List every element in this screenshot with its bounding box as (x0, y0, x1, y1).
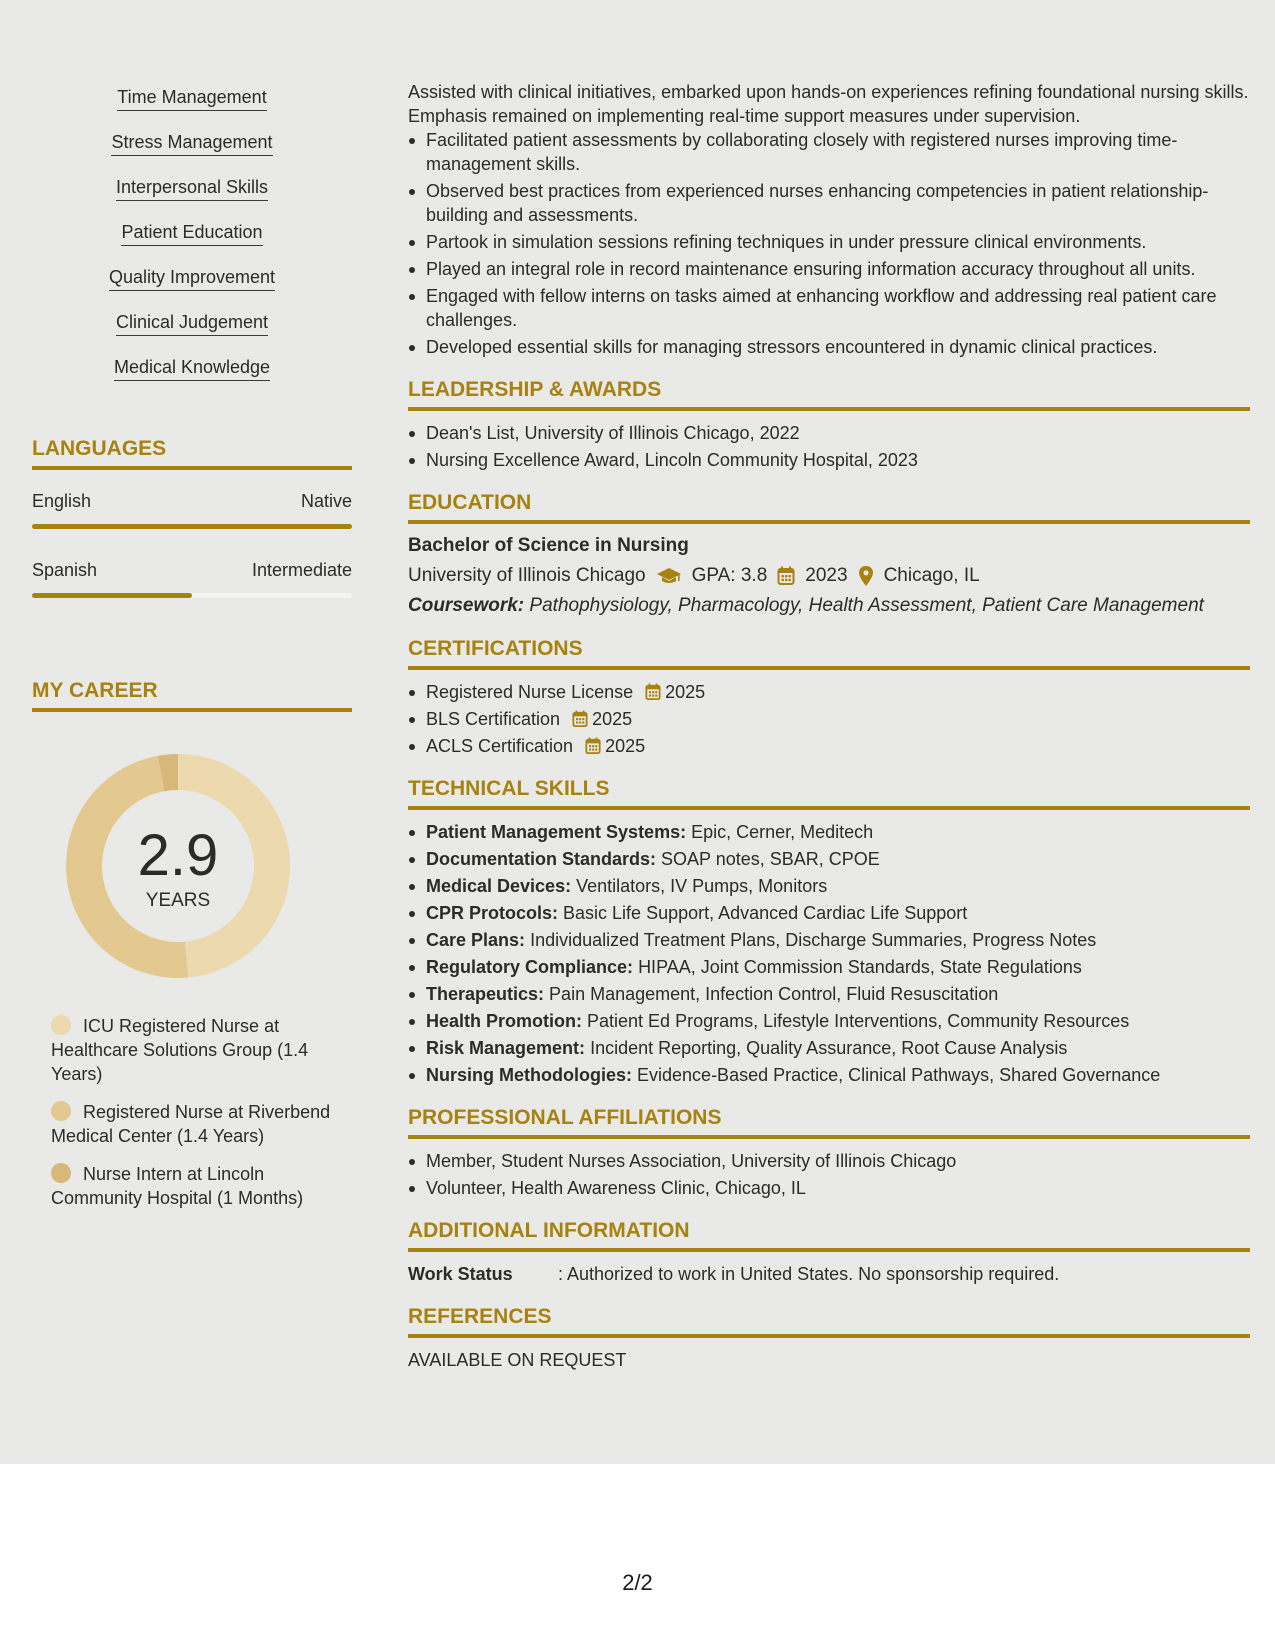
leadership-section (408, 377, 1250, 472)
list-item: Partook in simulation sessions refining techniques in under pressure clinical environments. (408, 230, 1250, 254)
certification-name: ACLS Certification (426, 736, 574, 756)
list-item: Played an integral role in record maintenance ensuring information accuracy throughout all units. (408, 257, 1250, 281)
section-title: TECHNICAL SKILLS (408, 777, 610, 800)
list-item: Engaged with fellow interns on tasks aimed at enhancing workflow and addressing real patient care challenges. (408, 284, 1250, 332)
career-total-years: 2.9 (137, 823, 219, 888)
work-status-label: Work Status (408, 1264, 513, 1284)
section-title: ADDITIONAL INFORMATION (408, 1219, 690, 1242)
section-title: EDUCATION (408, 491, 532, 514)
education-section (408, 490, 1250, 618)
section-title: LEADERSHIP & AWARDS (408, 378, 662, 401)
list-item: Dean's List, University of Illinois Chicago, 2022 (408, 421, 1250, 445)
career-legend-item: Registered Nurse at Riverbend Medical Center (1.4 Years) (51, 1102, 331, 1146)
main-content (408, 80, 1250, 1372)
skill-item: Interpersonal Skills (32, 176, 352, 221)
coursework (408, 594, 1250, 618)
graduation-cap-icon (656, 566, 682, 586)
calendar-icon (585, 737, 601, 755)
list-item: Nursing Methodologies: Evidence-Based Practice, Clinical Pathways, Shared Governance (408, 1063, 1250, 1087)
list-item (408, 734, 1250, 758)
certification-name: Registered Nurse License (426, 682, 634, 702)
list-item: Therapeutics: Pain Management, Infection Control, Fluid Resuscitation (408, 982, 1250, 1006)
certification-year: 2025 (592, 709, 633, 729)
soft-skills-list (32, 86, 352, 401)
skill-item: Clinical Judgement (32, 311, 352, 356)
career-total-unit: YEARS (145, 890, 211, 911)
section-divider (408, 1135, 1250, 1139)
list-item: Patient Management Systems: Epic, Cerner, Meditech (408, 820, 1250, 844)
section-divider (408, 1248, 1250, 1252)
section-divider (32, 466, 352, 470)
section-title: REFERENCES (408, 1305, 552, 1328)
list-item: Risk Management: Incident Reporting, Quality Assurance, Root Cause Analysis (408, 1036, 1250, 1060)
career-legend (51, 1014, 331, 1224)
languages-title: LANGUAGES (32, 437, 167, 460)
map-pin-icon (858, 565, 874, 587)
certifications-section (408, 636, 1250, 758)
list-item: Nursing Excellence Award, Lincoln Community Hospital, 2023 (408, 448, 1250, 472)
language-name: English (32, 491, 92, 511)
affiliations-section (408, 1105, 1250, 1200)
section-divider (408, 806, 1250, 810)
section-title: PROFESSIONAL AFFILIATIONS (408, 1106, 722, 1129)
list-item: Observed best practices from experienced nurses enhancing competencies in patient relationship-building and assessments. (408, 179, 1250, 227)
section-divider (32, 708, 352, 712)
language-proficiency-fill (32, 593, 192, 598)
school-name: University of Illinois Chicago (408, 565, 646, 586)
language-proficiency-bar (32, 524, 352, 529)
calendar-icon (777, 566, 795, 586)
coursework-list: Pathophysiology, Pharmacology, Health Assessment, Patient Care Management (529, 595, 1204, 616)
section-title: CERTIFICATIONS (408, 637, 583, 660)
section-divider (408, 520, 1250, 524)
legend-dot (51, 1163, 71, 1183)
calendar-icon (645, 683, 661, 701)
technical-skills-section (408, 776, 1250, 1087)
career-donut-chart (66, 754, 290, 978)
coursework-label: Coursework: (408, 595, 525, 616)
list-item: Member, Student Nurses Association, University of Illinois Chicago (408, 1149, 1250, 1173)
language-proficiency-bar (32, 593, 352, 598)
graduation-year: 2023 (805, 565, 848, 586)
skill-item: Time Management (32, 86, 352, 131)
languages-section (32, 436, 352, 598)
career-legend-item: Nurse Intern at Lincoln Community Hospital (1 Months) (51, 1164, 304, 1208)
degree-title: Bachelor of Science in Nursing (408, 535, 689, 556)
list-item: CPR Protocols: Basic Life Support, Advanced Cardiac Life Support (408, 901, 1250, 925)
experience-bullets (408, 128, 1250, 359)
list-item: Medical Devices: Ventilators, IV Pumps, Monitors (408, 874, 1250, 898)
gpa-value: GPA: 3.8 (691, 565, 768, 586)
school-location: Chicago, IL (883, 565, 980, 586)
list-item: Health Promotion: Patient Ed Programs, Lifestyle Interventions, Community Resources (408, 1009, 1250, 1033)
career-legend-item: ICU Registered Nurse at Healthcare Solutions Group (1.4 Years) (51, 1016, 309, 1084)
list-item: Facilitated patient assessments by collaborating closely with registered nurses improving time-management skills. (408, 128, 1250, 176)
list-item: Care Plans: Individualized Treatment Plans, Discharge Summaries, Progress Notes (408, 928, 1250, 952)
skill-item: Patient Education (32, 221, 352, 266)
list-item: Volunteer, Health Awareness Clinic, Chicago, IL (408, 1176, 1250, 1200)
legend-dot (51, 1101, 71, 1121)
career-section (32, 678, 352, 1208)
language-proficiency-fill (32, 524, 352, 529)
legend-dot (51, 1015, 71, 1035)
list-item: Regulatory Compliance: HIPAA, Joint Commission Standards, State Regulations (408, 955, 1250, 979)
certification-name: BLS Certification (426, 709, 561, 729)
section-divider (408, 407, 1250, 411)
additional-info-section (408, 1218, 1250, 1286)
list-item (408, 707, 1250, 731)
references-section (408, 1304, 1250, 1372)
page-number: 2/2 (622, 1570, 653, 1595)
list-item (408, 680, 1250, 704)
education-details (408, 563, 1250, 589)
experience-summary: Assisted with clinical initiatives, embarked upon hands-on experiences refining foundational nursing skills. Emphasis remained on implementing real-time support measures under supervision. (408, 82, 1249, 126)
work-status-row (408, 1262, 1250, 1286)
language-item (32, 559, 352, 598)
experience-entry (408, 80, 1250, 359)
language-item (32, 490, 352, 529)
references-text: AVAILABLE ON REQUEST (408, 1350, 627, 1370)
list-item: Documentation Standards: SOAP notes, SBAR, CPOE (408, 847, 1250, 871)
section-divider (408, 1334, 1250, 1338)
skill-item: Stress Management (32, 131, 352, 176)
language-level: Native (300, 491, 352, 511)
section-divider (408, 666, 1250, 670)
language-level: Intermediate (251, 560, 352, 580)
language-name: Spanish (32, 560, 98, 580)
work-status-value: : Authorized to work in United States. No sponsorship required. (558, 1264, 1060, 1284)
career-title: MY CAREER (32, 679, 158, 702)
certification-year: 2025 (665, 682, 706, 702)
skill-item: Medical Knowledge (32, 356, 352, 401)
calendar-icon (572, 710, 588, 728)
skill-item: Quality Improvement (32, 266, 352, 311)
list-item: Developed essential skills for managing stressors encountered in dynamic clinical practices. (408, 335, 1250, 359)
certification-year: 2025 (605, 736, 646, 756)
